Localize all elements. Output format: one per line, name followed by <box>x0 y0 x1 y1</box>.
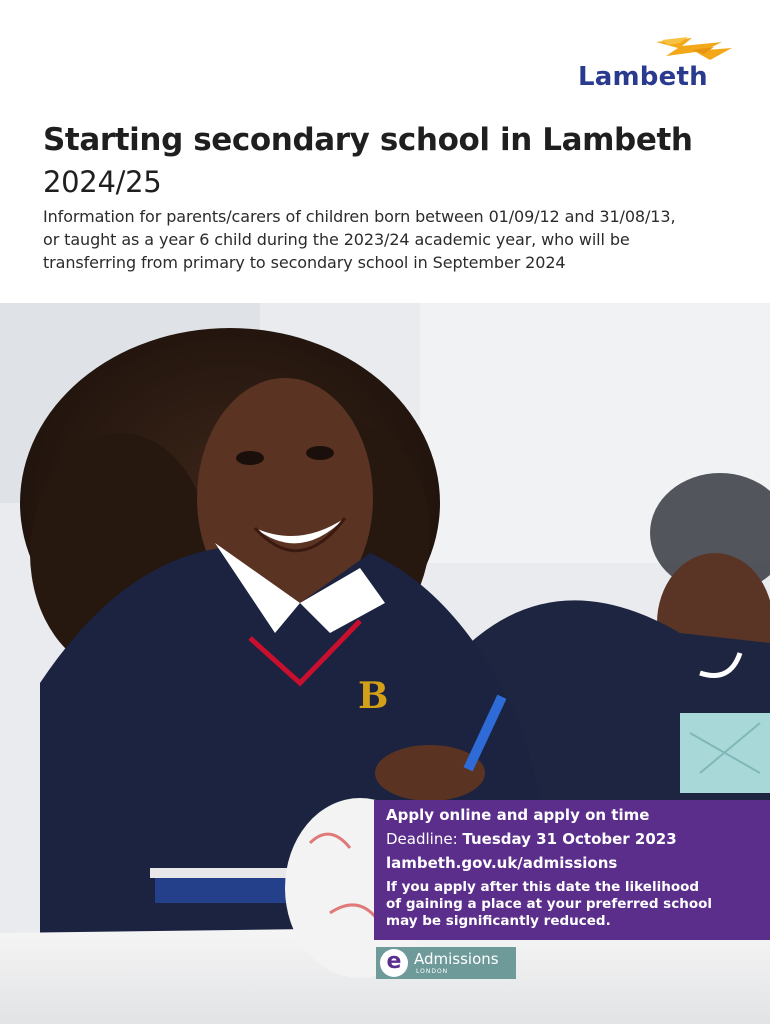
note-line-3: may be significantly reduced. <box>386 913 611 929</box>
lambeth-flag-icon <box>652 36 734 64</box>
intro-text <box>43 205 743 274</box>
intro-line-2: or taught as a year 6 child during the 2023/24 academic year, who will be <box>43 230 630 249</box>
logo-text: Lambeth <box>578 62 708 92</box>
badge-letter: e <box>380 949 408 977</box>
note-line-1: If you apply after this date the likelihood <box>386 879 700 895</box>
deadline-callout <box>374 800 770 940</box>
callout-note <box>386 879 758 930</box>
callout-heading: Apply online and apply on time <box>386 806 650 824</box>
page-subtitle: 2024/25 <box>43 165 162 199</box>
badge-name: Admissions <box>414 950 499 968</box>
badge-sub: LONDON <box>416 968 449 975</box>
intro-line-3: transferring from primary to secondary school in September 2024 <box>43 253 566 272</box>
callout-deadline <box>386 827 758 851</box>
lambeth-logo <box>570 36 740 96</box>
deadline-label: Deadline: <box>386 830 463 848</box>
svg-text:B: B <box>358 675 389 717</box>
page-title: Starting secondary school in Lambeth <box>43 122 693 158</box>
note-line-2: of gaining a place at your preferred school <box>386 896 713 912</box>
deadline-date: Tuesday 31 October 2023 <box>462 830 677 848</box>
intro-line-1: Information for parents/carers of children born between 01/09/12 and 31/08/13, <box>43 207 676 226</box>
eadmissions-logo-icon <box>376 947 516 979</box>
admissions-link[interactable]: lambeth.gov.uk/admissions <box>386 854 618 872</box>
